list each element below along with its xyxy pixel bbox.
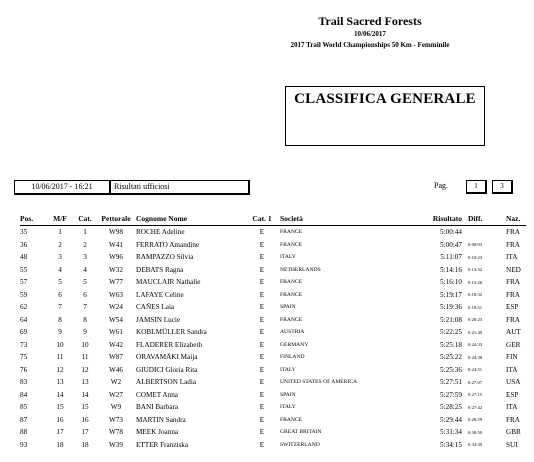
cell-cat1: E <box>259 303 265 312</box>
cell-name: ETTER Franziska <box>136 440 189 449</box>
cell-mf: 10 <box>56 340 64 349</box>
cell-cat1: E <box>259 378 265 387</box>
col-header-bib: Pettorale <box>96 212 136 226</box>
cell-cat: 1 <box>83 228 87 237</box>
cell-pos: 84 <box>20 390 28 399</box>
cell-pos: 76 <box>20 365 28 374</box>
table-row <box>20 414 526 427</box>
cell-diff: 0:15:26 <box>468 279 483 285</box>
table-row <box>20 426 526 439</box>
cell-diff: 0:18:32 <box>468 292 483 298</box>
cell-societa: FRANCE <box>280 316 303 323</box>
cell-pos: 55 <box>20 265 28 274</box>
cell-cat: 6 <box>83 290 87 299</box>
table-row <box>20 251 526 264</box>
cell-naz: GER <box>506 340 521 349</box>
cell-pos: 35 <box>20 228 28 237</box>
cell-cat: 3 <box>83 253 87 262</box>
cell-risultato: 5:11:07 <box>440 253 462 262</box>
cell-societa: FINLAND <box>280 354 305 361</box>
col-header-diff: Diff. <box>462 212 506 226</box>
cell-cat: 15 <box>81 403 89 412</box>
cell-name: FLADERER Elizabeth <box>136 340 203 349</box>
cell-bib: W39 <box>109 440 123 449</box>
cell-name: CAÑES Laia <box>136 303 175 312</box>
cell-pos: 57 <box>20 278 28 287</box>
cell-mf: 18 <box>56 440 64 449</box>
table-row <box>20 401 526 414</box>
cell-cat: 10 <box>81 340 89 349</box>
cell-pos: 88 <box>20 428 28 437</box>
cell-mf: 13 <box>56 378 64 387</box>
cell-societa: AUSTRIA <box>280 329 305 336</box>
event-title: Trail Sacred Forests <box>318 14 422 28</box>
cell-cat1: E <box>259 315 265 324</box>
cell-bib: W41 <box>109 240 123 249</box>
cell-mf: 15 <box>56 403 64 412</box>
col-header-societa: Società <box>280 212 420 226</box>
cell-diff: 0:27:42 <box>468 404 483 410</box>
cell-cat1: E <box>259 365 265 374</box>
cell-risultato: 5:25:36 <box>440 365 462 374</box>
cell-pos: 69 <box>20 328 28 337</box>
cell-pos: 59 <box>20 290 28 299</box>
cell-diff: 0:33:30 <box>468 442 483 448</box>
cell-bib: W73 <box>109 415 123 424</box>
cell-naz: FRA <box>506 240 520 249</box>
cell-cat: 8 <box>83 315 87 324</box>
cell-risultato: 5:21:08 <box>440 315 462 324</box>
cell-diff <box>462 226 506 239</box>
cell-societa: FRANCE <box>280 416 303 423</box>
cell-cat1: E <box>259 253 265 262</box>
table-row <box>20 226 526 239</box>
cell-name: JAMSIN Lucie <box>136 315 181 324</box>
cell-bib: W96 <box>109 253 123 262</box>
cell-pos: 36 <box>20 240 28 249</box>
cell-name: LAFAYE Celine <box>136 290 184 299</box>
cell-naz: NED <box>506 265 521 274</box>
cell-diff: 0:18:51 <box>468 304 483 310</box>
cell-risultato: 5:29:44 <box>440 415 462 424</box>
table-row <box>20 276 526 289</box>
cell-risultato: 5:31:34 <box>440 428 462 437</box>
cell-name: ORAVAMÄKI Maija <box>136 353 198 362</box>
cell-naz: SUI <box>506 440 518 449</box>
table-row <box>20 376 526 389</box>
cell-bib: W87 <box>109 353 123 362</box>
cell-mf: 9 <box>58 328 62 337</box>
cell-societa: FRANCE <box>280 279 303 286</box>
cell-risultato: 5:00:47 <box>440 240 462 249</box>
table-row <box>20 289 526 302</box>
cell-cat1: E <box>259 403 265 412</box>
cell-bib: W77 <box>109 278 123 287</box>
cell-name: MARTIN Sandra <box>136 415 186 424</box>
cell-diff: 0:13:32 <box>468 267 483 273</box>
cell-bib: W24 <box>109 303 123 312</box>
table-row <box>20 439 526 452</box>
cell-cat1: E <box>259 278 265 287</box>
cell-cat1: E <box>259 353 265 362</box>
cell-diff: 0:21:40 <box>468 329 483 335</box>
cell-risultato: 5:34:15 <box>440 440 462 449</box>
col-header-name: Cognome Nome <box>136 212 244 226</box>
cell-bib: W61 <box>109 328 123 337</box>
table-row <box>20 389 526 402</box>
cell-naz: FRA <box>506 415 520 424</box>
cell-cat: 7 <box>83 303 87 312</box>
cell-pos: 93 <box>20 440 28 449</box>
cell-societa: SPAIN <box>280 304 296 311</box>
cell-cat: 17 <box>81 428 89 437</box>
cell-mf: 3 <box>58 253 62 262</box>
cell-bib: W54 <box>109 315 123 324</box>
cell-diff: 0:00:03 <box>468 242 483 248</box>
cell-name: BANI Barbara <box>136 403 179 412</box>
results-header-row <box>20 212 526 226</box>
cell-naz: ESP <box>506 390 519 399</box>
cell-pos: 73 <box>20 340 28 349</box>
cell-societa: FRANCE <box>280 291 303 298</box>
cell-mf: 4 <box>58 265 62 274</box>
cell-cat1: E <box>259 428 265 437</box>
cell-pos: 75 <box>20 353 28 362</box>
cell-pos: 48 <box>20 253 28 262</box>
cell-risultato: 5:27:59 <box>440 390 462 399</box>
cell-cat1: E <box>259 390 265 399</box>
cell-risultato: 5:27:51 <box>440 378 462 387</box>
cell-mf: 1 <box>58 228 62 237</box>
cell-cat1: E <box>259 340 265 349</box>
cell-name: RAMPAZZO Silvia <box>136 253 194 262</box>
table-row <box>20 326 526 339</box>
cell-diff: 0:10:23 <box>468 254 483 260</box>
cell-bib: W27 <box>109 390 123 399</box>
cell-societa: GERMANY <box>280 341 309 348</box>
page-current-box: 1 <box>466 180 487 194</box>
cell-societa: SWITZERLAND <box>280 441 320 448</box>
cell-societa: UNITED STATES OF AMERICA <box>280 379 358 386</box>
cell-cat: 5 <box>83 278 87 287</box>
cell-bib: W32 <box>109 265 123 274</box>
status-field: Risultati ufficiosi <box>110 180 250 195</box>
cell-cat: 9 <box>83 328 87 337</box>
cell-naz: ITA <box>506 365 518 374</box>
cell-mf: 12 <box>56 365 64 374</box>
cell-diff: 0:30:50 <box>468 429 483 435</box>
cell-naz: ITA <box>506 253 518 262</box>
cell-pos: 62 <box>20 303 28 312</box>
table-row <box>20 314 526 327</box>
cell-naz: FIN <box>506 353 518 362</box>
cell-name: MAUCLAIR Nathalie <box>136 278 201 287</box>
cell-societa: GREAT BRITAIN <box>280 429 322 436</box>
cell-mf: 8 <box>58 315 62 324</box>
cell-diff: 0:27:07 <box>468 379 483 385</box>
cell-mf: 17 <box>56 428 64 437</box>
cell-mf: 2 <box>58 240 62 249</box>
cell-risultato: 5:19:36 <box>440 303 462 312</box>
cell-naz: FRA <box>506 290 520 299</box>
cell-bib: W46 <box>109 365 123 374</box>
cell-diff: 0:27:15 <box>468 392 483 398</box>
cell-cat: 16 <box>81 415 89 424</box>
cell-mf: 7 <box>58 303 62 312</box>
cell-cat: 14 <box>81 390 89 399</box>
cell-diff: 0:24:33 <box>468 342 483 348</box>
cell-risultato: 5:00:44 <box>440 228 462 237</box>
cell-naz: FRA <box>506 228 520 237</box>
cell-risultato: 5:25:22 <box>440 353 462 362</box>
table-row <box>20 264 526 277</box>
classifica-box <box>285 86 485 146</box>
col-header-cat: Cat. <box>74 212 96 226</box>
cell-mf: 11 <box>56 353 64 362</box>
classifica-title: CLASSIFICA GENERALE <box>294 91 476 107</box>
cell-name: ROCHE Adeline <box>136 228 185 237</box>
cell-diff: 0:28:59 <box>468 417 483 423</box>
cell-cat1: E <box>259 240 265 249</box>
cell-societa: SPAIN <box>280 391 296 398</box>
page-label: Pag. <box>434 181 448 190</box>
event-subtitle: 2017 Trail World Championships 50 Km - Femminile <box>290 41 450 49</box>
col-header-pos: Pos. <box>20 212 46 226</box>
cell-name: FERRATO Amandine <box>136 240 200 249</box>
cell-cat1: E <box>259 328 265 337</box>
col-header-mf: M/F <box>46 212 74 226</box>
cell-bib: W63 <box>109 290 123 299</box>
cell-naz: GBR <box>506 428 521 437</box>
cell-cat: 4 <box>83 265 87 274</box>
cell-societa: FRANCE <box>280 229 303 236</box>
cell-societa: ITALY <box>280 404 296 411</box>
cell-risultato: 5:28:25 <box>440 403 462 412</box>
cell-name: KOBLMÜLLER Sandra <box>136 328 207 337</box>
cell-naz: ITA <box>506 403 518 412</box>
cell-name: GIUDICI Gloria Rita <box>136 365 198 374</box>
cell-bib: W78 <box>109 428 123 437</box>
cell-societa: ITALY <box>280 254 296 261</box>
cell-bib: W98 <box>109 228 123 237</box>
cell-societa: ITALY <box>280 366 296 373</box>
cell-mf: 5 <box>58 278 62 287</box>
cell-risultato: 5:14:16 <box>440 265 462 274</box>
datetime-field: 10/06/2017 - 16:21 <box>14 180 111 195</box>
cell-naz: FRA <box>506 278 520 287</box>
cell-risultato: 5:25:18 <box>440 340 462 349</box>
cell-risultato: 5:19:17 <box>440 290 462 299</box>
cell-name: ALBERTSON Ladia <box>136 378 197 387</box>
cell-name: DEBATS Ragna <box>136 265 184 274</box>
table-row <box>20 301 526 314</box>
cell-naz: FRA <box>506 315 520 324</box>
cell-cat: 11 <box>81 353 89 362</box>
cell-pos: 83 <box>20 378 28 387</box>
cell-diff: 0:20:23 <box>468 317 483 323</box>
cell-cat: 18 <box>81 440 89 449</box>
cell-diff: 0:24:38 <box>468 354 483 360</box>
cell-bib: W2 <box>110 378 122 387</box>
cell-naz: ESP <box>506 303 519 312</box>
cell-mf: 16 <box>56 415 64 424</box>
table-row <box>20 364 526 377</box>
cell-risultato: 5:22:25 <box>440 328 462 337</box>
cell-societa: NETHERLANDS <box>280 266 321 273</box>
cell-pos: 87 <box>20 415 28 424</box>
cell-cat1: E <box>259 228 265 237</box>
cell-cat: 13 <box>81 378 89 387</box>
col-header-naz: Naz. <box>506 212 526 226</box>
event-date: 10/06/2017 <box>354 30 386 38</box>
cell-diff: 0:24:51 <box>468 367 483 373</box>
cell-naz: USA <box>506 378 521 387</box>
cell-mf: 6 <box>58 290 62 299</box>
cell-cat1: E <box>259 290 265 299</box>
cell-bib: W42 <box>109 340 123 349</box>
cell-risultato: 5:16:10 <box>440 278 462 287</box>
cell-cat1: E <box>259 440 265 449</box>
col-header-cat1: Cat. 1 <box>244 212 280 226</box>
cell-name: MEEK Joanna <box>136 428 179 437</box>
cell-naz: AUT <box>506 328 521 337</box>
cell-pos: 64 <box>20 315 28 324</box>
table-row <box>20 239 526 252</box>
cell-cat1: E <box>259 415 265 424</box>
results-table <box>20 212 526 451</box>
cell-mf: 14 <box>56 390 64 399</box>
cell-name: COMET Anna <box>136 390 178 399</box>
table-row <box>20 351 526 364</box>
cell-societa: FRANCE <box>280 241 303 248</box>
cell-cat: 12 <box>81 365 89 374</box>
table-row <box>20 339 526 352</box>
cell-pos: 85 <box>20 403 28 412</box>
cell-cat: 2 <box>83 240 87 249</box>
cell-cat1: E <box>259 265 265 274</box>
page-total-box: 3 <box>492 180 513 194</box>
col-header-risultato: Risultato <box>420 212 462 226</box>
cell-bib: W9 <box>110 403 122 412</box>
